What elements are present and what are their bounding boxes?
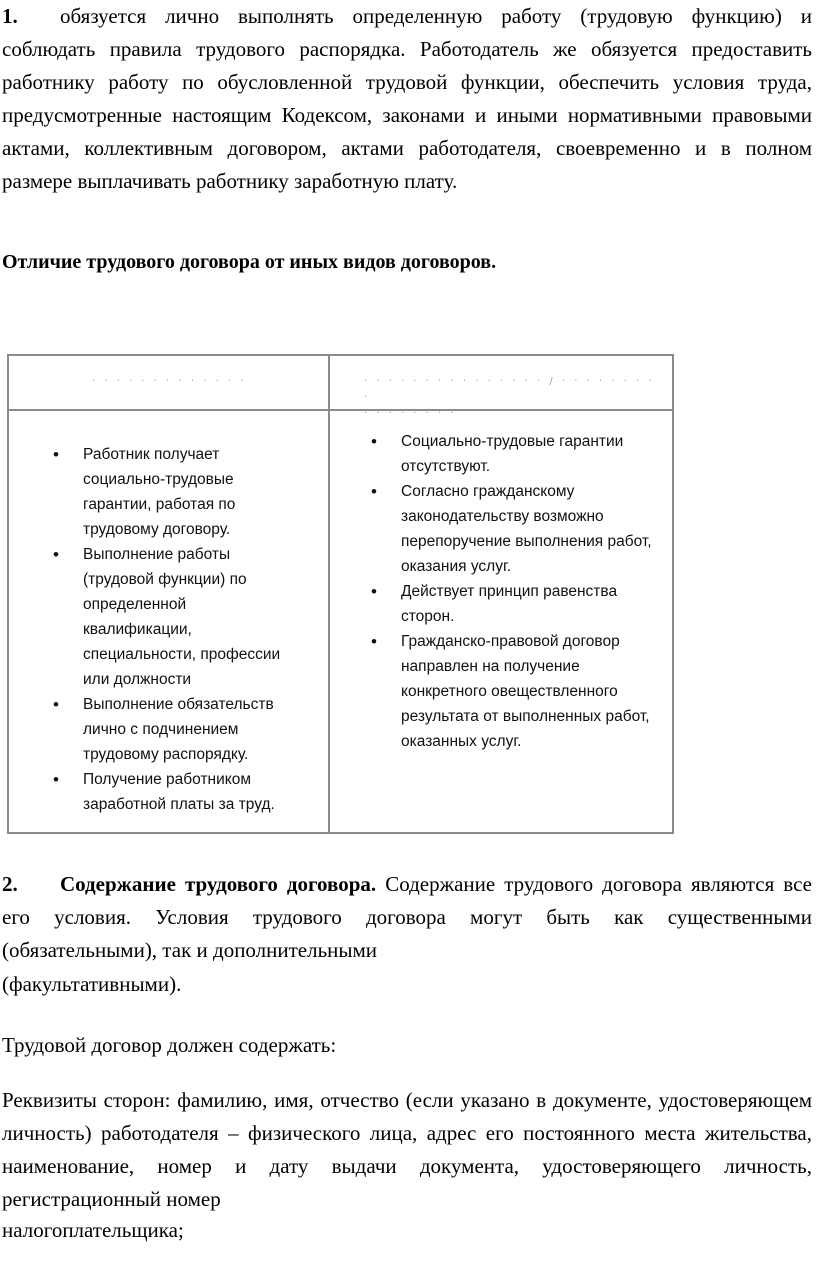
list-item: • Гражданско-правовой договор направлен на получение конкретного овеществленного результата от выполненных работ, оказанных услуг. xyxy=(371,629,663,754)
paragraph-text: обязуется лично выполнять определенную работу (трудовую функцию) и соблюдать правила трудового распорядка. Работодатель же обязуется предоставить работнику работу по обусловленной трудовой функции, обеспечить условия труда, предусмотренные настоящим Кодексом, законами и иными нормативными правовыми актами, коллективным договором, актами работодателя, своевременно и в полном размере выплачивать работнику заработную плату. xyxy=(2,4,812,193)
list-item: • Выполнение работы (трудовой функции) по определенной квалификации, специальности, профессии или должности xyxy=(53,542,293,692)
paragraph-bold-lead: Содержание трудового договора. xyxy=(60,872,377,896)
paragraph-number: 1. xyxy=(2,4,18,28)
list-item: • Выполнение обязательств лично с подчинением трудовому распорядку. xyxy=(53,692,293,767)
paragraph-3: Трудовой договор должен содержать: xyxy=(2,1033,337,1057)
table-header-left: · · · · · · · · · · · · · xyxy=(92,376,247,387)
list-item: • Социально-трудовые гарантии отсутствуют. xyxy=(371,429,663,479)
table-header-right: · · · · · · · · · · · · · · · / · · · · · · · · · · · · · · · · · xyxy=(364,376,655,419)
paragraph-text: Содержание трудового договора являются все его условия. Условия трудового договора могут быть как существенными (обязательными), так и дополнительными xyxy=(2,872,812,962)
list-item: • Действует принцип равенства сторон. xyxy=(371,579,663,629)
comparison-table xyxy=(7,354,674,834)
paragraph-2-continuation: (факультативными). xyxy=(2,972,182,996)
paragraph-4-continuation: налогоплательщика; xyxy=(2,1218,184,1242)
left-column-list xyxy=(53,442,293,817)
right-column-list xyxy=(371,429,663,754)
paragraph-1 xyxy=(2,0,812,198)
list-item: • Работник получает социально-трудовые гарантии, работая по трудовому договору. xyxy=(53,442,293,542)
paragraph-4: Реквизиты сторон: фамилию, имя, отчество (если указано в документе, удостоверяющем личность) работодателя – физического лица, адрес его постоянного места жительства, наименование, номер и дату выдачи документа, удостоверяющего личность, регистрационный номер xyxy=(2,1088,812,1211)
section-heading: Отличие трудового договора от иных видов договоров. xyxy=(2,251,497,273)
paragraph-2 xyxy=(2,868,812,967)
list-item: • Согласно гражданскому законодательству возможно перепоручение выполнения работ, оказания услуг. xyxy=(371,479,663,579)
paragraph-number: 2. xyxy=(2,872,18,896)
table-column-divider xyxy=(328,356,330,832)
list-item: • Получение работником заработной платы за труд. xyxy=(53,767,293,817)
